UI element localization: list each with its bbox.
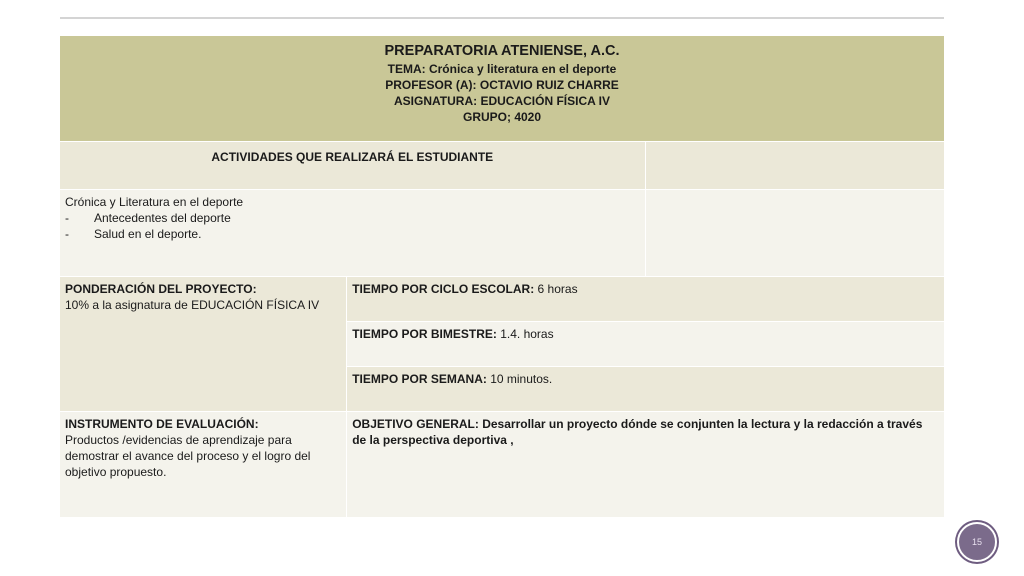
tiempo-ciclo-cell	[347, 277, 945, 322]
topic-item: - Salud en el deporte.	[65, 227, 202, 241]
tema-line: TEMA: Crónica y literatura en el deporte	[387, 62, 617, 76]
tiempo-semana-cell	[347, 367, 945, 412]
tiempo-ciclo-label: TIEMPO POR CICLO ESCOLAR:	[352, 282, 535, 296]
page-number: 15	[971, 537, 982, 547]
asignatura-line: ASIGNATURA: EDUCACIÓN FÍSICA IV	[394, 94, 610, 108]
table-header	[60, 36, 945, 142]
grupo-line: GRUPO; 4020	[462, 110, 542, 124]
topics-empty-cell	[645, 190, 944, 277]
top-divider-line	[60, 17, 944, 19]
tiempo-ciclo-value: 6 horas	[534, 282, 578, 296]
ponderacion-label: PONDERACIÓN DEL PROYECTO:	[65, 282, 257, 296]
tiempo-bimestre-value: 1.4. horas	[496, 327, 554, 341]
tiempo-bimestre-cell	[347, 322, 945, 367]
topic-item: - Antecedentes del deporte	[65, 211, 231, 225]
actividades-title: ACTIVIDADES QUE REALIZARÁ EL ESTUDIANTE	[60, 142, 646, 190]
school-name: PREPARATORIA ATENIENSE, A.C.	[384, 43, 620, 59]
objetivo-cell	[347, 412, 945, 518]
project-table	[59, 35, 945, 518]
tiempo-semana-value: 10 minutos.	[486, 372, 553, 386]
evaluacion-value: Productos /evidencias de aprendizaje para demostrar el avance del proceso y el logro del objetivo propuesto.	[65, 433, 311, 479]
topic-title: Crónica y Literatura en el deporte	[65, 195, 244, 209]
objetivo-text: OBJETIVO GENERAL: Desarrollar un proyecto dónde se conjunten la lectura y la redacción a través de la perspectiva deportiva ,	[352, 417, 923, 447]
evaluacion-cell	[60, 412, 347, 518]
evaluacion-label: INSTRUMENTO DE EVALUACIÓN:	[65, 417, 259, 431]
tiempo-semana-label: TIEMPO POR SEMANA:	[352, 372, 487, 386]
profesor-line: PROFESOR (A): OCTAVIO RUIZ CHARRE	[385, 78, 619, 92]
tiempo-bimestre-label: TIEMPO POR BIMESTRE:	[352, 327, 497, 341]
ponderacion-value: 10% a la asignatura de EDUCACIÓN FÍSICA IV	[65, 298, 320, 312]
actividades-empty-cell	[645, 142, 944, 190]
ponderacion-cell	[60, 277, 347, 412]
page-number-badge	[957, 522, 997, 562]
actividades-topics	[60, 190, 646, 277]
